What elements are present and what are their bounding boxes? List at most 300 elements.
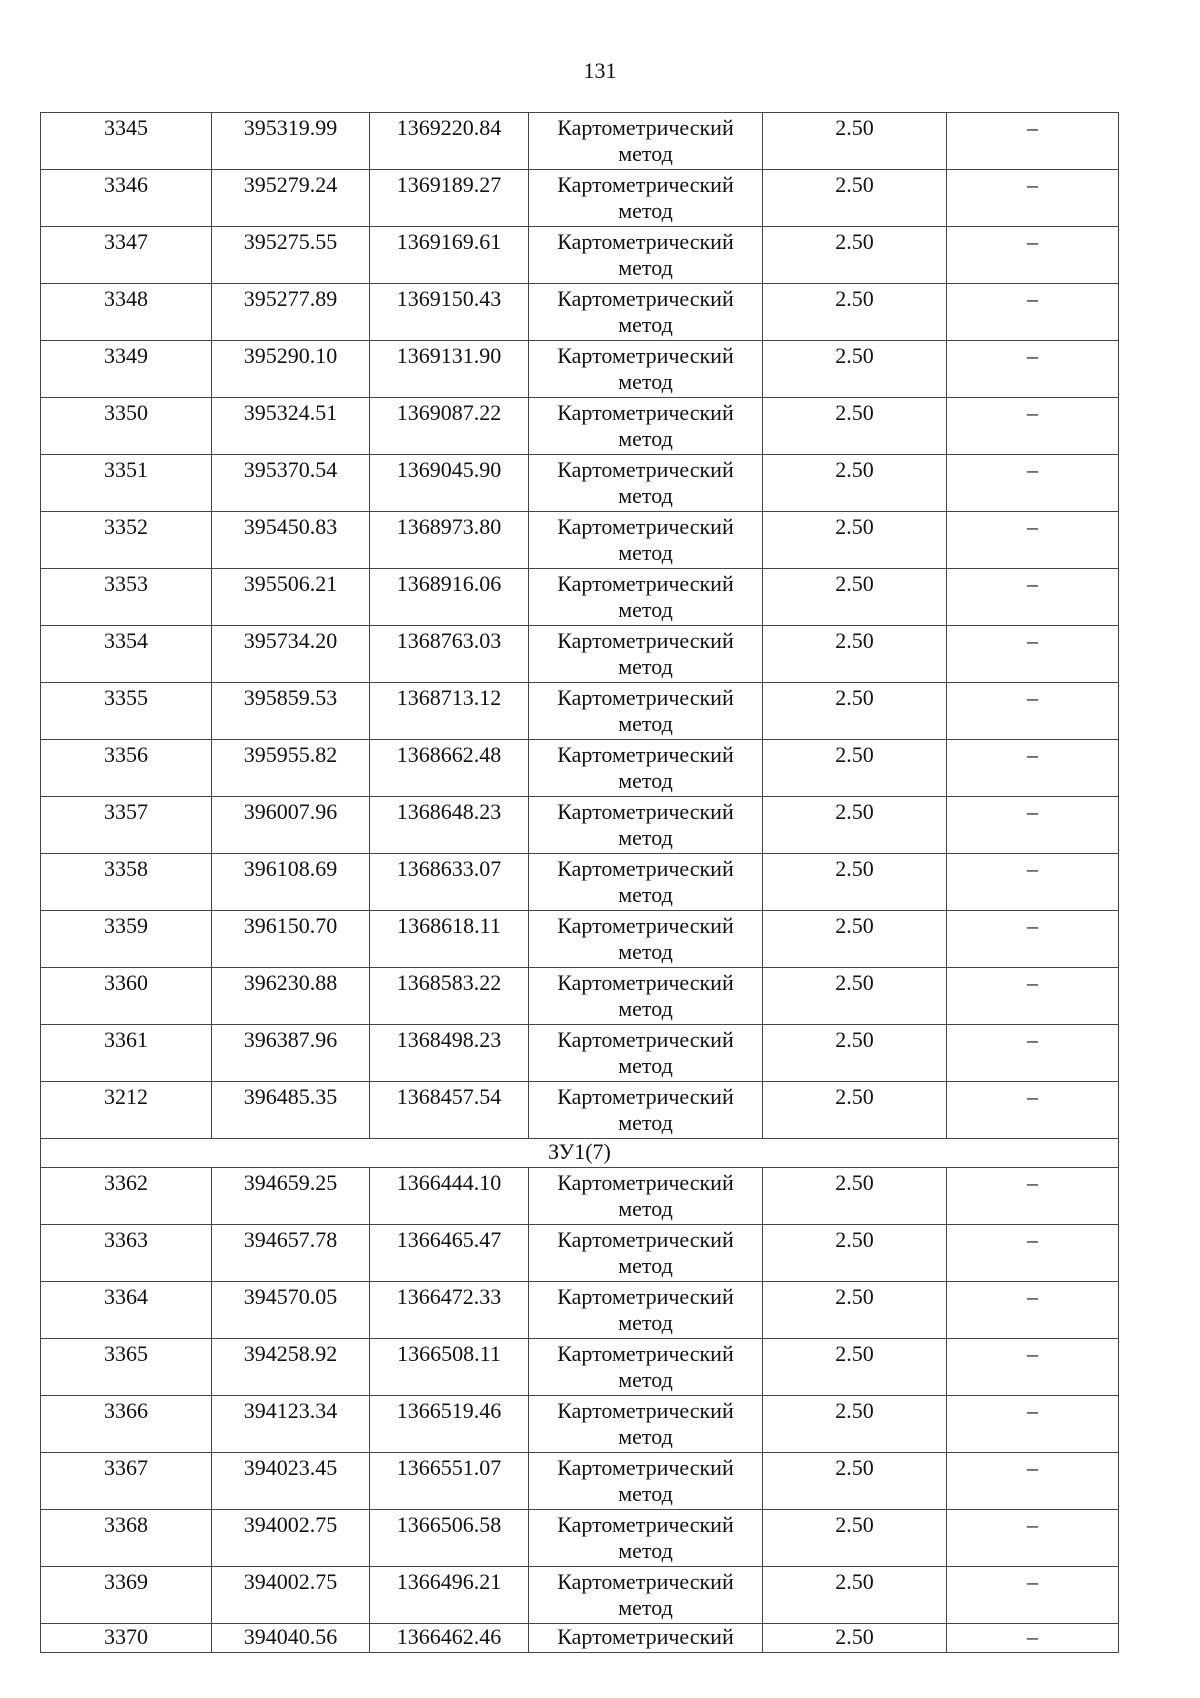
method-line-1: Картометрический <box>557 457 734 482</box>
note-cell <box>947 1282 1119 1339</box>
accuracy-cell-text: 2.50 <box>835 115 874 140</box>
x-coordinate-cell <box>212 626 370 683</box>
method-line-1: Картометрический <box>557 1227 734 1252</box>
method-line-1: Картометрический <box>557 343 734 368</box>
method-line-1: Картометрический <box>557 1512 734 1537</box>
point-number-cell-text: 3353 <box>104 571 148 596</box>
y-coordinate-cell <box>370 227 529 284</box>
x-coordinate-cell-text: 395450.83 <box>243 514 338 539</box>
accuracy-cell <box>763 854 947 911</box>
accuracy-cell-text: 2.50 <box>835 742 874 767</box>
y-coordinate-cell <box>370 170 529 227</box>
x-coordinate-cell <box>212 797 370 854</box>
x-coordinate-cell-text: 396108.69 <box>243 856 338 881</box>
method-line-1: Картометрический <box>557 1084 734 1109</box>
y-coordinate-cell-text: 1369220.84 <box>396 115 502 140</box>
point-number-cell-text: 3351 <box>104 457 148 482</box>
method-line-1: Картометрический <box>557 913 734 938</box>
method-cell <box>529 740 763 797</box>
note-cell <box>947 911 1119 968</box>
method-line-1: Картометрический <box>557 742 734 767</box>
accuracy-cell <box>763 455 947 512</box>
method-line-2: метод <box>618 768 673 793</box>
note-cell <box>947 569 1119 626</box>
table-row <box>41 683 1119 740</box>
y-coordinate-cell <box>370 1339 529 1396</box>
table-row <box>41 854 1119 911</box>
accuracy-cell-text: 2.50 <box>835 400 874 425</box>
x-coordinate-cell <box>212 1339 370 1396</box>
note-cell <box>947 284 1119 341</box>
accuracy-cell <box>763 626 947 683</box>
note-cell-text: – <box>1027 970 1038 995</box>
x-coordinate-cell-text: 394659.25 <box>243 1170 338 1195</box>
y-coordinate-cell <box>370 854 529 911</box>
y-coordinate-cell-text: 1366506.58 <box>396 1512 502 1537</box>
point-number-cell-text: 3345 <box>104 115 148 140</box>
y-coordinate-cell <box>370 1168 529 1225</box>
point-number-cell-text: 3360 <box>104 970 148 995</box>
point-number-cell-text: 3368 <box>104 1512 148 1537</box>
x-coordinate-cell-text: 395506.21 <box>243 571 338 596</box>
table-row <box>41 1168 1119 1225</box>
method-line-1: Картометрический <box>557 628 734 653</box>
accuracy-cell <box>763 1510 947 1567</box>
point-number-cell <box>41 797 212 854</box>
x-coordinate-cell-text: 396387.96 <box>243 1027 338 1052</box>
method-line-1: Картометрический <box>557 172 734 197</box>
method-line-1: Картометрический <box>557 400 734 425</box>
note-cell <box>947 740 1119 797</box>
note-cell-text: – <box>1027 286 1038 311</box>
x-coordinate-cell <box>212 911 370 968</box>
accuracy-cell-text: 2.50 <box>835 1512 874 1537</box>
note-cell-text: – <box>1027 1227 1038 1252</box>
y-coordinate-cell <box>370 740 529 797</box>
note-cell <box>947 1082 1119 1139</box>
y-coordinate-cell-text: 1366508.11 <box>397 1341 501 1366</box>
table-row <box>41 170 1119 227</box>
x-coordinate-cell <box>212 341 370 398</box>
point-number-cell-text: 3364 <box>104 1284 148 1309</box>
y-coordinate-cell <box>370 911 529 968</box>
method-cell <box>529 1453 763 1510</box>
point-number-cell <box>41 1510 212 1567</box>
y-coordinate-cell <box>370 512 529 569</box>
method-line-2: метод <box>618 1481 673 1506</box>
method-line-2: метод <box>618 141 673 166</box>
note-cell <box>947 626 1119 683</box>
y-coordinate-cell <box>370 398 529 455</box>
table-row <box>41 1510 1119 1567</box>
note-cell-text: – <box>1027 1170 1038 1195</box>
method-cell <box>529 113 763 170</box>
method-line-2: метод <box>618 312 673 337</box>
y-coordinate-cell <box>370 455 529 512</box>
x-coordinate-cell <box>212 512 370 569</box>
method-cell <box>529 1168 763 1225</box>
accuracy-cell-text: 2.50 <box>835 1455 874 1480</box>
point-number-cell-text: 3348 <box>104 286 148 311</box>
method-cell <box>529 626 763 683</box>
x-coordinate-cell <box>212 1025 370 1082</box>
method-line-1: Картометрический <box>557 1341 734 1366</box>
method-line-1: Картометрический <box>557 1027 734 1052</box>
point-number-cell <box>41 455 212 512</box>
method-line-2: метод <box>618 1053 673 1078</box>
point-number-cell <box>41 1396 212 1453</box>
method-line-1: Картометрический <box>557 571 734 596</box>
point-number-cell <box>41 227 212 284</box>
x-coordinate-cell-text: 395319.99 <box>243 115 338 140</box>
note-cell-text: – <box>1027 1284 1038 1309</box>
accuracy-cell-text: 2.50 <box>835 457 874 482</box>
method-line-2: метод <box>618 939 673 964</box>
method-cell <box>529 1339 763 1396</box>
x-coordinate-cell-text: 395275.55 <box>243 229 338 254</box>
accuracy-cell <box>763 284 947 341</box>
accuracy-cell <box>763 911 947 968</box>
method-line-2: метод <box>618 825 673 850</box>
point-number-cell <box>41 1567 212 1624</box>
x-coordinate-cell-text: 394023.45 <box>243 1455 338 1480</box>
y-coordinate-cell <box>370 1082 529 1139</box>
x-coordinate-cell-text: 394002.75 <box>243 1569 338 1594</box>
note-cell <box>947 1453 1119 1510</box>
table-row <box>41 1624 1119 1653</box>
point-number-cell-text: 3361 <box>104 1027 148 1052</box>
note-cell <box>947 683 1119 740</box>
note-cell <box>947 341 1119 398</box>
method-line-1: Картометрический <box>557 514 734 539</box>
accuracy-cell <box>763 1339 947 1396</box>
table-row <box>41 911 1119 968</box>
accuracy-cell <box>763 113 947 170</box>
method-cell <box>529 341 763 398</box>
method-line-2: метод <box>618 369 673 394</box>
method-cell <box>529 1082 763 1139</box>
method-cell <box>529 1510 763 1567</box>
note-cell-text: – <box>1027 1512 1038 1537</box>
x-coordinate-cell-text: 395324.51 <box>243 400 338 425</box>
note-cell-text: – <box>1027 457 1038 482</box>
accuracy-cell-text: 2.50 <box>835 1027 874 1052</box>
x-coordinate-cell <box>212 1567 370 1624</box>
accuracy-cell <box>763 968 947 1025</box>
method-line-1: Картометрический <box>557 856 734 881</box>
section-row <box>41 1139 1119 1168</box>
note-cell <box>947 227 1119 284</box>
x-coordinate-cell-text: 394123.34 <box>243 1398 338 1423</box>
accuracy-cell-text: 2.50 <box>835 628 874 653</box>
method-line-2: метод <box>618 882 673 907</box>
accuracy-cell-text: 2.50 <box>835 856 874 881</box>
method-line-2: метод <box>618 1595 673 1620</box>
point-number-cell <box>41 1453 212 1510</box>
note-cell-text: – <box>1027 229 1038 254</box>
accuracy-cell <box>763 1453 947 1510</box>
y-coordinate-cell <box>370 569 529 626</box>
point-number-cell <box>41 1339 212 1396</box>
x-coordinate-cell-text: 395370.54 <box>243 457 338 482</box>
method-cell <box>529 797 763 854</box>
y-coordinate-cell <box>370 1453 529 1510</box>
accuracy-cell <box>763 341 947 398</box>
method-line-1: Картометрический <box>557 115 734 140</box>
note-cell <box>947 1339 1119 1396</box>
y-coordinate-cell <box>370 797 529 854</box>
accuracy-cell <box>763 1025 947 1082</box>
point-number-cell-text: 3347 <box>104 229 148 254</box>
note-cell <box>947 968 1119 1025</box>
accuracy-cell-text: 2.50 <box>835 229 874 254</box>
accuracy-cell: 2.50 <box>763 1624 947 1653</box>
method-cell <box>529 455 763 512</box>
y-coordinate-cell <box>370 968 529 1025</box>
point-number-cell-text: 3355 <box>104 685 148 710</box>
accuracy-cell-text: 2.50 <box>835 1398 874 1423</box>
note-cell <box>947 113 1119 170</box>
x-coordinate-cell <box>212 1453 370 1510</box>
note-cell <box>947 1396 1119 1453</box>
note-cell: – <box>947 1624 1119 1653</box>
method-line-1: Картометрический <box>557 1455 734 1480</box>
point-number-cell-text: 3369 <box>104 1569 148 1594</box>
note-cell <box>947 170 1119 227</box>
accuracy-cell-text: 2.50 <box>835 514 874 539</box>
method-cell: Картометрический <box>529 1624 763 1653</box>
note-cell-text: – <box>1027 1455 1038 1480</box>
note-cell <box>947 1510 1119 1567</box>
note-cell-text: – <box>1027 571 1038 596</box>
y-coordinate-cell-text: 1368583.22 <box>396 970 502 995</box>
method-line-2: метод <box>618 1253 673 1278</box>
note-cell-text: – <box>1027 1084 1038 1109</box>
accuracy-cell <box>763 1396 947 1453</box>
x-coordinate-cell <box>212 854 370 911</box>
point-number-cell-text: 3367 <box>104 1455 148 1480</box>
method-line-2: метод <box>618 1310 673 1335</box>
table-row <box>41 797 1119 854</box>
point-number-cell-text: 3352 <box>104 514 148 539</box>
y-coordinate-cell-text: 1369087.22 <box>396 400 502 425</box>
accuracy-cell-text: 2.50 <box>835 1569 874 1594</box>
point-number-cell <box>41 911 212 968</box>
x-coordinate-cell-text: 395955.82 <box>243 742 338 767</box>
accuracy-cell <box>763 683 947 740</box>
x-coordinate-cell-text: 396230.88 <box>243 970 338 995</box>
table-row <box>41 113 1119 170</box>
accuracy-cell-text: 2.50 <box>835 286 874 311</box>
x-coordinate-cell <box>212 1510 370 1567</box>
y-coordinate-cell <box>370 1567 529 1624</box>
y-coordinate-cell-text: 1366519.46 <box>396 1398 502 1423</box>
x-coordinate-cell <box>212 1396 370 1453</box>
note-cell-text: – <box>1027 1341 1038 1366</box>
point-number-cell: 3370 <box>41 1624 212 1653</box>
note-cell <box>947 1225 1119 1282</box>
table-row <box>41 1567 1119 1624</box>
x-coordinate-cell <box>212 284 370 341</box>
method-line-1: Картометрический <box>557 1569 734 1594</box>
table-row <box>41 1082 1119 1139</box>
y-coordinate-cell <box>370 1282 529 1339</box>
page-number: 131 <box>583 58 617 83</box>
y-coordinate-cell-text: 1369150.43 <box>396 286 502 311</box>
point-number-cell-text: 3354 <box>104 628 148 653</box>
section-label: ЗУ1(7) <box>41 1139 1119 1168</box>
y-coordinate-cell-text: 1368973.80 <box>396 514 502 539</box>
method-cell <box>529 1225 763 1282</box>
point-number-cell <box>41 626 212 683</box>
y-coordinate-cell <box>370 1025 529 1082</box>
note-cell-text: – <box>1027 1569 1038 1594</box>
accuracy-cell <box>763 569 947 626</box>
table-row <box>41 455 1119 512</box>
note-cell <box>947 797 1119 854</box>
y-coordinate-cell <box>370 341 529 398</box>
x-coordinate-cell-text: 395277.89 <box>243 286 338 311</box>
accuracy-cell-text: 2.50 <box>835 799 874 824</box>
y-coordinate-cell-text: 1368648.23 <box>396 799 502 824</box>
x-coordinate-cell-text: 394258.92 <box>243 1341 338 1366</box>
method-cell <box>529 1567 763 1624</box>
method-line-2: метод <box>618 426 673 451</box>
x-coordinate-cell-text: 395734.20 <box>243 628 338 653</box>
x-coordinate-cell <box>212 1082 370 1139</box>
method-cell <box>529 683 763 740</box>
point-number-cell <box>41 113 212 170</box>
y-coordinate-cell-text: 1369189.27 <box>396 172 502 197</box>
point-number-cell <box>41 854 212 911</box>
x-coordinate-cell-text: 396150.70 <box>243 913 338 938</box>
accuracy-cell <box>763 398 947 455</box>
method-cell <box>529 1025 763 1082</box>
method-line-2: метод <box>618 1196 673 1221</box>
method-line-2: метод <box>618 198 673 223</box>
table-row <box>41 341 1119 398</box>
method-cell <box>529 1282 763 1339</box>
point-number-cell <box>41 341 212 398</box>
point-number-cell <box>41 1082 212 1139</box>
method-line-1: Картометрический <box>557 685 734 710</box>
y-coordinate-cell-text: 1366472.33 <box>396 1284 502 1309</box>
note-cell-text: – <box>1027 514 1038 539</box>
accuracy-cell-text: 2.50 <box>835 1227 874 1252</box>
accuracy-cell <box>763 1225 947 1282</box>
point-number-cell <box>41 284 212 341</box>
method-cell <box>529 569 763 626</box>
point-number-cell-text: 3362 <box>104 1170 148 1195</box>
accuracy-cell <box>763 740 947 797</box>
table-row <box>41 1453 1119 1510</box>
point-number-cell-text: 3350 <box>104 400 148 425</box>
point-number-cell-text: 3212 <box>104 1084 148 1109</box>
note-cell-text: – <box>1027 172 1038 197</box>
y-coordinate-cell <box>370 683 529 740</box>
x-coordinate-cell <box>212 170 370 227</box>
note-cell-text: – <box>1027 1027 1038 1052</box>
point-number-cell <box>41 569 212 626</box>
x-coordinate-cell <box>212 227 370 284</box>
x-coordinate-cell-text: 395859.53 <box>243 685 338 710</box>
table-row <box>41 1396 1119 1453</box>
y-coordinate-cell-text: 1369131.90 <box>396 343 502 368</box>
method-line-1: Картометрический <box>557 229 734 254</box>
x-coordinate-cell-text: 395279.24 <box>243 172 338 197</box>
table-row <box>41 284 1119 341</box>
method-line-2: метод <box>618 1538 673 1563</box>
x-coordinate-cell: 394040.56 <box>212 1624 370 1653</box>
coordinates-table <box>40 112 1119 1653</box>
note-cell-text: – <box>1027 856 1038 881</box>
x-coordinate-cell-text: 394002.75 <box>243 1512 338 1537</box>
point-number-cell-text: 3357 <box>104 799 148 824</box>
point-number-cell <box>41 1282 212 1339</box>
note-cell-text: – <box>1027 628 1038 653</box>
method-cell <box>529 227 763 284</box>
y-coordinate-cell-text: 1368457.54 <box>396 1084 502 1109</box>
accuracy-cell-text: 2.50 <box>835 1170 874 1195</box>
method-cell <box>529 284 763 341</box>
table-row <box>41 227 1119 284</box>
accuracy-cell-text: 2.50 <box>835 1084 874 1109</box>
point-number-cell-text: 3346 <box>104 172 148 197</box>
note-cell-text: – <box>1027 1398 1038 1423</box>
method-cell <box>529 1396 763 1453</box>
y-coordinate-cell <box>370 113 529 170</box>
y-coordinate-cell-text: 1368498.23 <box>396 1027 502 1052</box>
method-cell <box>529 170 763 227</box>
point-number-cell-text: 3366 <box>104 1398 148 1423</box>
accuracy-cell <box>763 797 947 854</box>
y-coordinate-cell-text: 1368662.48 <box>396 742 502 767</box>
method-line-2: метод <box>618 711 673 736</box>
accuracy-cell-text: 2.50 <box>835 1341 874 1366</box>
accuracy-cell-text: 2.50 <box>835 571 874 596</box>
y-coordinate-cell: 1366462.46 <box>370 1624 529 1653</box>
point-number-cell-text: 3359 <box>104 913 148 938</box>
accuracy-cell <box>763 1282 947 1339</box>
point-number-cell <box>41 512 212 569</box>
table-row <box>41 626 1119 683</box>
point-number-cell <box>41 398 212 455</box>
x-coordinate-cell <box>212 455 370 512</box>
accuracy-cell-text: 2.50 <box>835 343 874 368</box>
note-cell-text: – <box>1027 115 1038 140</box>
y-coordinate-cell <box>370 1510 529 1567</box>
note-cell-text: – <box>1027 913 1038 938</box>
accuracy-cell <box>763 227 947 284</box>
accuracy-cell-text: 2.50 <box>835 970 874 995</box>
y-coordinate-cell-text: 1366496.21 <box>396 1569 502 1594</box>
table-row <box>41 1339 1119 1396</box>
method-line-2: метод <box>618 1110 673 1135</box>
method-line-2: метод <box>618 540 673 565</box>
note-cell <box>947 1168 1119 1225</box>
point-number-cell <box>41 1168 212 1225</box>
x-coordinate-cell-text: 394657.78 <box>243 1227 338 1252</box>
y-coordinate-cell <box>370 626 529 683</box>
table-row <box>41 1282 1119 1339</box>
note-cell <box>947 854 1119 911</box>
table-row <box>41 968 1119 1025</box>
method-cell <box>529 854 763 911</box>
note-cell <box>947 512 1119 569</box>
y-coordinate-cell-text: 1366444.10 <box>396 1170 502 1195</box>
table-row <box>41 398 1119 455</box>
method-line-1: Картометрический <box>557 1398 734 1423</box>
